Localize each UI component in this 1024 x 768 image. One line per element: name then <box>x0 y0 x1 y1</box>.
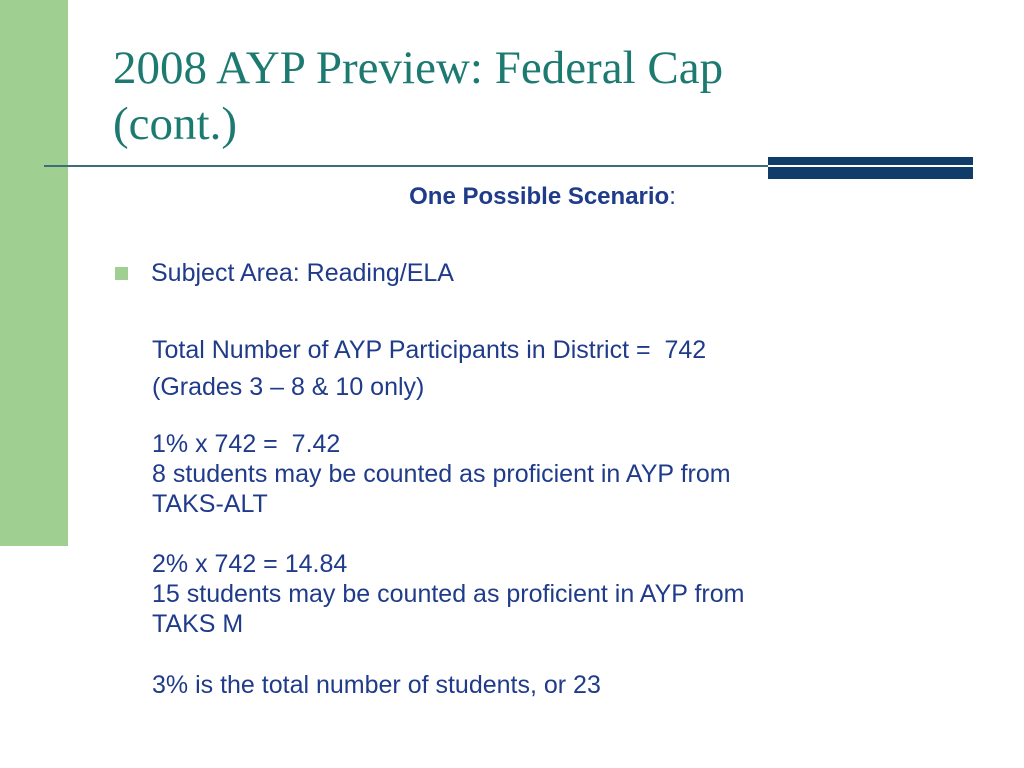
slide-title <box>113 40 993 152</box>
two-percent-block <box>152 549 1002 639</box>
bullet-item <box>115 257 454 289</box>
three-percent-block <box>152 670 1002 700</box>
title-line-1: 2008 AYP Preview: Federal Cap <box>113 42 724 94</box>
one-percent-block <box>152 429 1002 519</box>
participants-block <box>152 332 1002 406</box>
three-percent-text: 3% is the total number of students, or 23 <box>152 671 601 699</box>
title-divider-thick <box>768 157 973 179</box>
one-percent-result-2: TAKS-ALT <box>152 490 268 518</box>
scenario-heading <box>0 182 1024 212</box>
sidebar-accent-bar <box>0 0 68 546</box>
two-percent-calc: 2% x 742 = 14.84 <box>152 550 348 578</box>
participants-total: Total Number of AYP Participants in District = 742 <box>152 336 707 364</box>
subject-area-text: Subject Area: Reading/ELA <box>151 259 454 287</box>
square-bullet-icon <box>115 267 128 280</box>
one-percent-result-1: 8 students may be counted as proficient in AYP from <box>152 460 731 488</box>
title-line-2: (cont.) <box>113 98 237 150</box>
participants-grades: (Grades 3 – 8 & 10 only) <box>152 373 425 401</box>
title-divider-thin <box>44 165 770 167</box>
scenario-heading-colon: : <box>669 183 676 210</box>
two-percent-result-2: TAKS M <box>152 610 244 638</box>
scenario-heading-text: One Possible Scenario <box>409 183 670 210</box>
one-percent-calc: 1% x 742 = 7.42 <box>152 430 341 458</box>
two-percent-result-1: 15 students may be counted as proficient in AYP from <box>152 580 745 608</box>
